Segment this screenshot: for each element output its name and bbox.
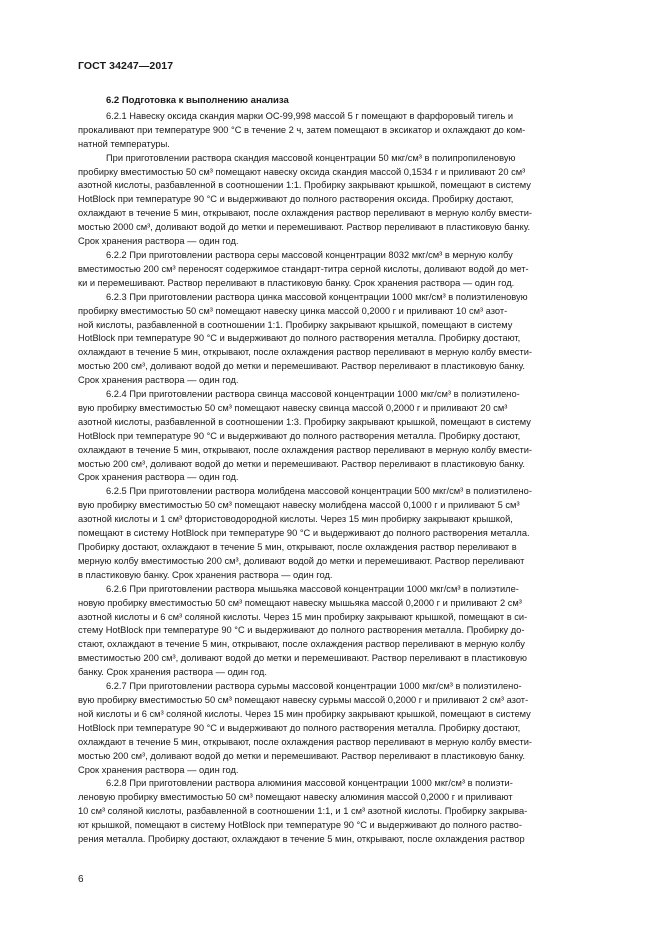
document-body [78, 94, 615, 847]
paragraph-6-2-1: 6.2.1 Навеску оксида скандия марки ОС-99,998 массой 5 г помещают в фарфоровый тигель и прокаливают при температуре 900 °С в течение 2 ч, затем помещают в эксикатор и охлаждают до ком- натной температуры. [78, 110, 526, 149]
document-header: ГОСТ 34247—2017 [78, 60, 174, 72]
paragraph-6-2-2: 6.2.2 При приготовлении раствора серы массовой концентрации 8032 мкг/см³ в мерную колбу вместимостью 200 см³ переносят содержимое стандарт-титра серной кислоты, доливают водой до мет- ки и перемешивают. Раствор переливают в пластиковую банку. Срок хранения раствора — один год. [78, 249, 529, 288]
paragraph-6-2-4: 6.2.4 При приготовлении раствора свинца массовой концентрации 1000 мкг/см³ в полиэтилено- вую пробирку вместимостью 50 см³ помещают навеску свинца массой 0,2000 г и приливают 20 см³ азотной кислоты, разбавленной в соотношении 1:3. Пробирку закрывают крышкой, помещают в систему HotBlock при температуре 90 °С и выдерживают до полного растворения металла. Пробирку достают, охлаждают в течение 5 мин, открывают, после охлаждения раствор переливают в мерную колбу вмести- мостью 200 см³, доливают водой до метки и перемешивают. Раствор переливают в пластиковую банку. Срок хранения раствора — один год. [78, 389, 532, 483]
paragraph-6-2-3: 6.2.3 При приготовлении раствора цинка массовой концентрации 1000 мкг/см³ в полиэтиленовую пробирку вместимостью 50 см³ помещают навеску цинка массой 0,2000 г и приливают 10 см³ азот- ной кислоты, разбавленной в соотношении 1:1. Пробирку закрывают крышкой, помещают в систему HotBlock при температуре 90 °С и выдерживают до полного растворения металла. Пробирку достают, охлаждают в течение 5 мин, открывают, после охлаждения раствор переливают в мерную колбу вмести- мостью 200 см³, доливают водой до метки и перемешивают. Раствор переливают в пластиковую банку. Срок хранения раствора — один год. [78, 291, 532, 386]
section-title: 6.2 Подготовка к выполнению анализа [106, 95, 289, 106]
paragraph-6-2-8: 6.2.8 При приготовлении раствора алюминия массовой концентрации 1000 мкг/см³ в полиэти- леновую пробирку вместимостью 50 см³ помещают навеску алюминия массой 0,2000 г и приливают 10 см³ соляной кислоты, разбавленной в соотношении 1:1, и 1 см³ азотной кислоты. Пробирку закрыва- ют крышкой, помещают в систему HotBlock при температуре 90 °С и выдерживают до полного раство- рения металла. Пробирку достают, охлаждают в течение 5 мин, открывают, после охлаждения раствор [78, 778, 528, 845]
paragraph-6-2-6: 6.2.6 При приготовлении раствора мышьяка массовой концентрации 1000 мкг/см³ в полиэтиле- новую пробирку вместимостью 50 см³ помещают навеску мышьяка массой 0,2000 г и приливают 2 см³ азотной кислоты и 6 см³ соляной кислоты. Через 15 мин пробирку закрывают крышкой, помещают в си- стему HotBlock при температуре 90 °С и выдерживают до полного растворения металла. Пробирку до- стают, охлаждают в течение 5 мин, открывают, после охлаждения раствор переливают в мерную колбу вместимостью 200 см³, доливают водой до метки и перемешивают. Раствор переливают в пластиковую банку. Срок хранения раствора — один год. [78, 583, 528, 678]
paragraph-6-2-7: 6.2.7 При приготовлении раствора сурьмы массовой концентрации 1000 мкг/см³ в полиэтилено- вую пробирку вместимостью 50 см³ помещают навеску сурьмы массой 0,2000 г и приливают 2 см³ азот- ной кислоты и 6 см³ соляной кислоты. Через 15 мин пробирку закрывают крышкой, помещают в систему HotBlock при температуре 90 °С и выдерживают до полного растворения металла. Пробирку достают, охлаждают в течение 5 мин, открывают, после охлаждения раствор переливают в мерную колбу вмести- мостью 200 см³, доливают водой до метки и перемешивают. Раствор переливают в пластиковую банку. Срок хранения раствора — один год. [78, 681, 532, 775]
page-number: 6 [78, 874, 84, 885]
paragraph-6-2-5: 6.2.5 При приготовлении раствора молибдена массовой концентрации 500 мкг/см³ в полиэтилено- вую пробирку вместимостью 50 см³ помещают навеску молибдена массой 0,1000 г и приливают 5 см³ азотной кислоты и 1 см³ фтористоводородной кислоты. Через 15 мин пробирку закрывают крышкой, помещают в систему HotBlock при температуре 90 °С и выдерживают до полного растворения металла. Пробирку достают, охлаждают в течение 5 мин, открывают, после охлаждения раствор переливают в мерную колбу вместимостью 200 см³, доливают водой до метки и перемешивают. Раствор переливают в пластиковую банку. Срок хранения раствора — один год. [78, 486, 532, 580]
paragraph-scandium-solution: При приготовлении раствора скандия массовой концентрации 50 мкг/см³ в полипропиленовую пробирку вместимостью 50 см³ помещают навеску оксида скандия массой 0,1534 г и приливают 20 см³ азотной кислоты, разбавленной в соотношении 1:1. Пробирку закрывают крышкой, помещают в систему HotBlock при температуре 90 °С и выдерживают до полного растворения оксида. Пробирку достают, охлаждают в течение 5 мин, открывают, после охлаждения раствор переливают в мерную колбу вмести- мостью 2000 см³, доливают водой до метки и перемешивают. Раствор переливают в пластиковую банку. Срок хранения раствора — один год. [78, 152, 532, 247]
